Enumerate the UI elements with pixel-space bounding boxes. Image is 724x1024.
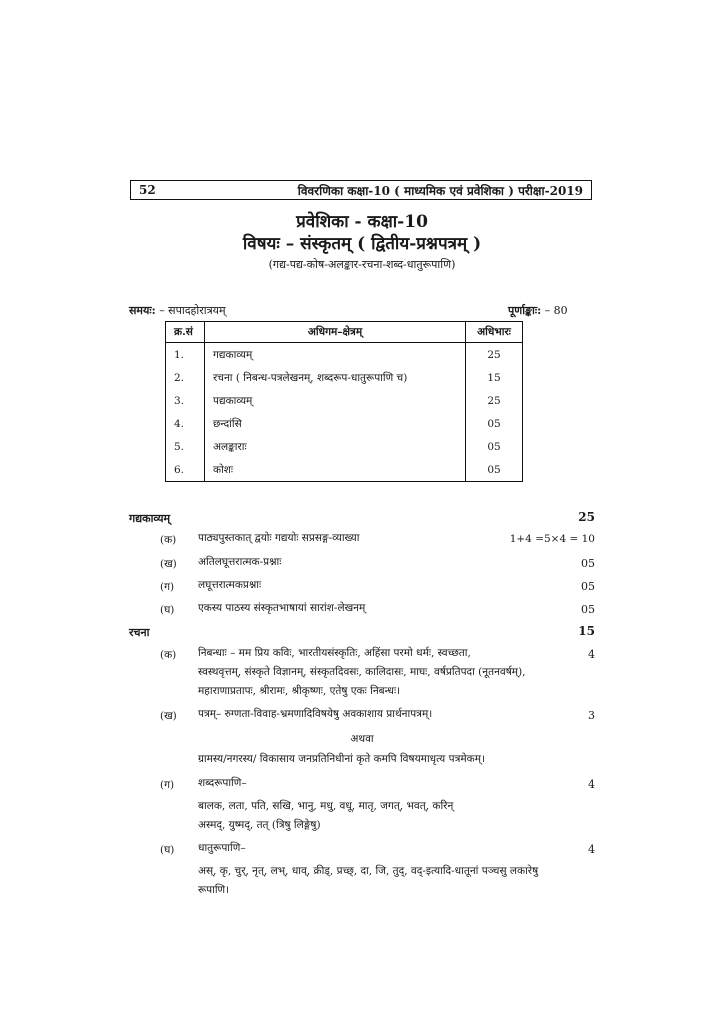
item-label: (ग) <box>160 581 175 593</box>
item-marks: 05 <box>581 557 595 570</box>
marks-value: – 80 <box>544 304 568 317</box>
item-marks: 05 <box>581 580 595 593</box>
table-row <box>166 343 523 367</box>
running-title: विवरणिका कक्षा-10 ( माध्यमिक एवं प्रवेशिका ) परीक्षा-2019 <box>297 183 583 198</box>
table-header-row <box>166 322 523 343</box>
row-weight: 05 <box>487 417 501 430</box>
row-area: छन्दांसि <box>205 412 466 435</box>
row-area: पद्यकाव्यम् <box>205 389 466 412</box>
table-row <box>166 435 523 458</box>
item-marks: 05 <box>581 603 595 616</box>
section-marks-gadya: 25 <box>578 510 595 524</box>
item-label: (घ) <box>160 844 175 856</box>
section-heading-rachna: रचना <box>129 626 150 639</box>
item-text: लघूत्तरात्मकप्रश्नाः <box>198 579 262 591</box>
item-marks: 1+4 =5×4 = 10 <box>509 533 595 545</box>
item-text: पाठ्यपुस्तकात् द्वयोः गद्ययोः सप्रसङ्ग-व्याख्या <box>198 532 360 544</box>
table-row <box>166 366 523 389</box>
time-info: समयः: – सपादहोरात्रयम् <box>129 304 226 317</box>
header-weight: अधिभारः <box>466 322 523 343</box>
item-text: एकस्य पाठस्य संस्कृतभाषायां सारांश-लेखनम् <box>198 602 366 614</box>
subject-title: विषयः – संस्कृतम् ( द्वितीय-प्रश्नपत्रम् ) <box>242 234 482 254</box>
row-sn: 2. <box>166 366 205 389</box>
section-marks-rachna: 15 <box>578 624 595 638</box>
table-row <box>166 458 523 482</box>
item-label: (घ) <box>160 604 175 616</box>
marks-label: पूर्णाङ्काः <box>508 304 538 317</box>
time-value: – सपादहोरात्रयम् <box>159 304 226 317</box>
row-area: गद्यकाव्यम् <box>205 343 466 367</box>
dhaturupa-list <box>198 862 608 900</box>
section-heading-gadya: गद्यकाव्यम् <box>129 512 171 525</box>
max-marks-info: पूर्णाङ्काः: – 80 <box>508 304 568 317</box>
item-label: (क) <box>160 534 177 546</box>
page-title: प्रवेशिका - कक्षा-10 <box>296 212 428 232</box>
item-label: (ग) <box>160 779 175 791</box>
item-label: (ख) <box>160 558 177 570</box>
table-row <box>166 412 523 435</box>
list-line: अस्, कृ, चुर्, नृत्, लभ्, धाव्, क्रीड्, प्रच्छ्, दा, जि, तुद्, वद्-इत्यादि-धातूनां पञ्चसु लकारेषु <box>198 865 539 877</box>
time-label: समयः <box>129 304 152 317</box>
row-sn: 4. <box>166 412 205 435</box>
subject-subtitle: (गद्य-पद्य-कोष-अलङ्कार-रचना-शब्द-धातुरूपाणि) <box>268 258 456 271</box>
item-marks: 4 <box>588 843 595 856</box>
row-sn: 6. <box>166 458 205 482</box>
list-line: रूपाणि। <box>198 884 230 896</box>
row-sn: 5. <box>166 435 205 458</box>
row-area: कोशः <box>205 458 466 482</box>
row-weight: 05 <box>487 440 501 453</box>
essay-line: निबन्धाः – मम प्रिय कविः, भारतीयसंस्कृतिः, अहिंसा परमो धर्मः, स्वच्छता, <box>198 647 471 659</box>
item-marks: 3 <box>588 709 595 722</box>
item-text-alt: ग्रामस्य/नगरस्य/ विकासाय जनप्रतिनिधीनां कृते कमपि विषयमाधृत्य पत्रमेकम्। <box>198 753 485 765</box>
item-marks: 4 <box>588 778 595 791</box>
row-sn: 3. <box>166 389 205 412</box>
item-marks: 4 <box>588 648 595 661</box>
item-heading: शब्दरूपाणि– <box>198 777 247 789</box>
syllabus-table <box>165 321 523 482</box>
list-line: बालक, लता, पति, सखि, भानु, मधु, वधू, मातृ, जगत्, भवत्, करिन् <box>198 800 454 812</box>
row-sn: 1. <box>166 343 205 367</box>
item-text: अतिलघूत्तरात्मक-प्रश्नाः <box>198 556 282 568</box>
header-area: अधिगम–क्षेत्रम् <box>205 322 466 343</box>
shabdarupa-list <box>198 797 608 835</box>
row-weight: 05 <box>487 463 501 476</box>
page-number: 52 <box>139 183 156 197</box>
row-weight: 15 <box>487 371 501 384</box>
or-separator: अथवा <box>350 733 374 745</box>
item-label: (ख) <box>160 710 177 722</box>
row-weight: 25 <box>487 348 501 361</box>
row-area: रचना ( निबन्ध-पत्रलेखनम्, शब्दरूप-धातुरूपाणि च) <box>205 366 466 389</box>
item-heading: धातुरूपाणि– <box>198 842 246 854</box>
essay-line: स्वस्थवृत्तम्, संस्कृते विज्ञानम्, संस्कृतदिवसः, कालिदासः, माघः, वर्षप्रतिपदा (नूतनवर्षम्), <box>198 666 526 678</box>
item-text: पत्रम्– रुग्णता-विवाह-भ्रमणादिविषयेषु अवकाशाय प्रार्थनापत्रम्। <box>198 708 433 720</box>
list-line: अस्मद्, युष्मद्, तत् (त्रिषु लिङ्गेषु) <box>198 819 321 831</box>
item-label: (क) <box>160 649 177 661</box>
running-header <box>130 180 592 200</box>
row-area: अलङ्काराः <box>205 435 466 458</box>
row-weight: 25 <box>487 394 501 407</box>
header-sn: क्र.सं <box>166 322 205 343</box>
table-row <box>166 389 523 412</box>
essay-line: महाराणाप्रतापः, श्रीरामः, श्रीकृष्णः, एतेषु एकः निबन्धः। <box>198 685 401 697</box>
